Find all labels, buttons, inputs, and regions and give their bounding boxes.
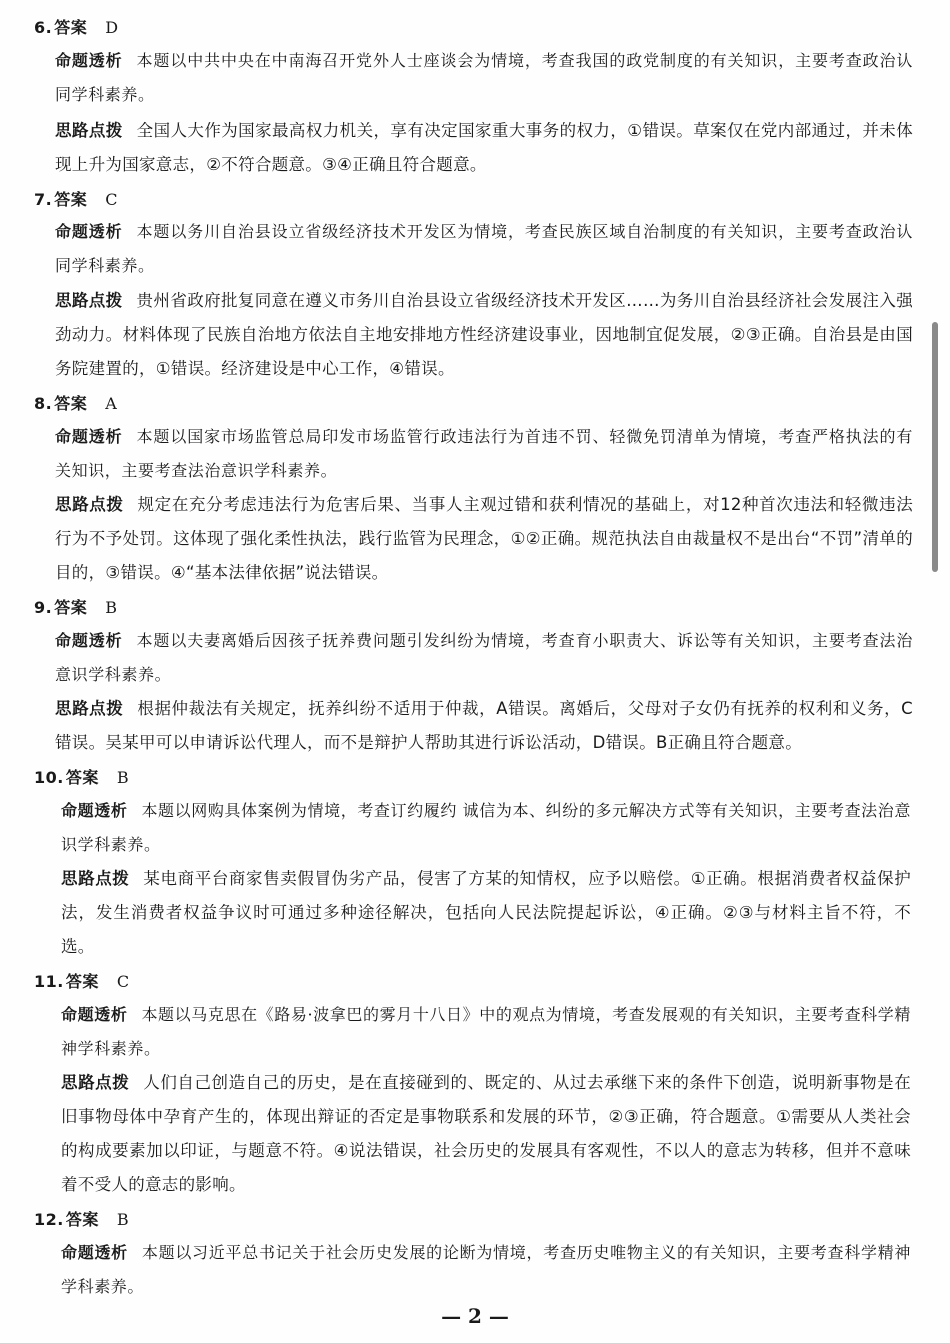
hint-text: 规定在充分考虑违法行为危害后果、当事人主观过错和获利情况的基础上，对12种首次违法和轻微违法行为不予处罚。这体现了强化柔性执法，践行监管为民理念，①②正确。规范执法自由裁量权不是出台“不罚”清单的目的，③错误。④“基本法律依据”说法错误。 bbox=[55, 495, 914, 582]
hint-text: 贵州省政府批复同意在遵义市务川自治县设立省级经济技术开发区……为务川自治县经济社会发展注入强劲动力。材料体现了民族自治地方依法自主地安排地方性经济建设事业，因地制宜促发展，②③正确。自治县是由国务院建置的，①错误。经济建设是中心工作，④错误。 bbox=[55, 291, 913, 378]
answer-option: C bbox=[116, 972, 130, 991]
analysis-label: 命题透析 bbox=[55, 222, 123, 241]
analysis-text: 本题以习近平总书记关于社会历史发展的论断为情境，考查历史唯物主义的有关知识，主要考查科学精神学科素养。 bbox=[61, 1243, 911, 1296]
analysis-paragraph bbox=[61, 1236, 911, 1304]
answer-option: D bbox=[105, 18, 119, 37]
question-number: 11. bbox=[34, 972, 64, 991]
hint-paragraph bbox=[61, 1066, 911, 1202]
hint-paragraph bbox=[55, 488, 913, 590]
answer-option: C bbox=[105, 190, 118, 209]
analysis-label: 命题透析 bbox=[61, 801, 128, 820]
answer-line bbox=[34, 391, 117, 414]
analysis-paragraph bbox=[55, 44, 913, 112]
hint-label: 思路点拨 bbox=[55, 121, 123, 140]
hint-paragraph bbox=[55, 114, 913, 182]
answer-option: A bbox=[105, 394, 118, 413]
answer-label: 答案 bbox=[54, 598, 88, 617]
hint-paragraph bbox=[61, 862, 911, 964]
analysis-text: 本题以务川自治县设立省级经济技术开发区为情境，考查民族区域自治制度的有关知识，主要考查政治认同学科素养。 bbox=[55, 222, 913, 275]
answer-line bbox=[34, 765, 129, 788]
hint-label: 思路点拨 bbox=[55, 291, 123, 310]
analysis-label: 命题透析 bbox=[55, 51, 123, 70]
question-number: 12. bbox=[34, 1210, 64, 1229]
answer-line bbox=[34, 187, 118, 210]
answer-label: 答案 bbox=[65, 768, 99, 787]
answer-label: 答案 bbox=[54, 18, 88, 37]
page-number: — 2 — bbox=[441, 1304, 509, 1328]
question-number: 10. bbox=[34, 768, 64, 787]
answer-option: B bbox=[116, 1210, 130, 1229]
analysis-paragraph bbox=[61, 794, 911, 862]
hint-label: 思路点拨 bbox=[55, 495, 124, 514]
hint-text: 人们自己创造自己的历史，是在直接碰到的、既定的、从过去承继下来的条件下创造，说明新事物是在旧事物母体中孕育产生的，体现出辩证的否定是事物联系和发展的环节，②③正确，符合题意。①需要从人类社会的构成要素加以印证，与题意不符。④说法错误，社会历史的发展具有客观性，不以人的意志为转移，但并不意味着不受人的意志的影响。 bbox=[61, 1073, 912, 1194]
analysis-text: 本题以马克思在《路易·波拿巴的雾月十八日》中的观点为情境，考查发展观的有关知识，主要考查科学精神学科素养。 bbox=[61, 1005, 911, 1058]
analysis-text: 本题以网购具体案例为情境，考查订约履约 诚信为本、纠纷的多元解决方式等有关知识，主要考查法治意识学科素养。 bbox=[61, 801, 911, 854]
question-number: 8. bbox=[34, 394, 53, 413]
answer-label: 答案 bbox=[54, 190, 88, 209]
hint-label: 思路点拨 bbox=[61, 869, 130, 888]
scrollbar-thumb[interactable] bbox=[932, 322, 938, 572]
answer-line bbox=[34, 969, 130, 992]
answer-line bbox=[34, 1207, 129, 1230]
analysis-text: 本题以夫妻离婚后因孩子抚养费问题引发纠纷为情境，考查育小职责大、诉讼等有关知识，主要考查法治意识学科素养。 bbox=[55, 631, 913, 684]
analysis-paragraph bbox=[55, 624, 913, 692]
analysis-text: 本题以国家市场监管总局印发市场监管行政违法行为首违不罚、轻微免罚清单为情境，考查严格执法的有关知识，主要考查法治意识学科素养。 bbox=[55, 427, 913, 480]
hint-paragraph bbox=[55, 284, 913, 386]
answer-option: B bbox=[105, 598, 118, 617]
answer-label: 答案 bbox=[54, 394, 88, 413]
analysis-label: 命题透析 bbox=[55, 631, 123, 650]
analysis-label: 命题透析 bbox=[61, 1005, 128, 1024]
hint-text: 全国人大作为国家最高权力机关，享有决定国家重大事务的权力，①错误。草案仅在党内部通过，并未体现上升为国家意志，②不符合题意。③④正确且符合题意。 bbox=[55, 121, 914, 174]
analysis-label: 命题透析 bbox=[61, 1243, 128, 1262]
answer-label: 答案 bbox=[65, 972, 99, 991]
answer-line bbox=[34, 15, 119, 38]
answer-label: 答案 bbox=[65, 1210, 99, 1229]
analysis-paragraph bbox=[55, 215, 913, 283]
hint-text: 某电商平台商家售卖假冒伪劣产品，侵害了方某的知情权，应予以赔偿。①正确。根据消费者权益保护法，发生消费者权益争议时可通过多种途径解决，包括向人民法院提起诉讼，④正确。②③与材料主旨不符，不选。 bbox=[61, 869, 912, 956]
analysis-paragraph bbox=[55, 420, 913, 488]
answer-option: B bbox=[116, 768, 130, 787]
hint-label: 思路点拨 bbox=[61, 1073, 130, 1092]
answer-line bbox=[34, 595, 118, 618]
analysis-label: 命题透析 bbox=[55, 427, 123, 446]
question-number: 9. bbox=[34, 598, 53, 617]
analysis-paragraph bbox=[61, 998, 911, 1066]
question-number: 6. bbox=[34, 18, 53, 37]
question-number: 7. bbox=[34, 190, 53, 209]
hint-paragraph bbox=[55, 692, 913, 760]
analysis-text: 本题以中共中央在中南海召开党外人士座谈会为情境，考查我国的政党制度的有关知识，主要考查政治认同学科素养。 bbox=[55, 51, 913, 104]
hint-text: 根据仲裁法有关规定，抚养纠纷不适用于仲裁，A错误。离婚后，父母对子女仍有抚养的权利和义务，C错误。吴某甲可以申请诉讼代理人，而不是辩护人帮助其进行诉讼活动，D错误。B正确且符合题意。 bbox=[55, 699, 913, 752]
hint-label: 思路点拨 bbox=[55, 699, 124, 718]
